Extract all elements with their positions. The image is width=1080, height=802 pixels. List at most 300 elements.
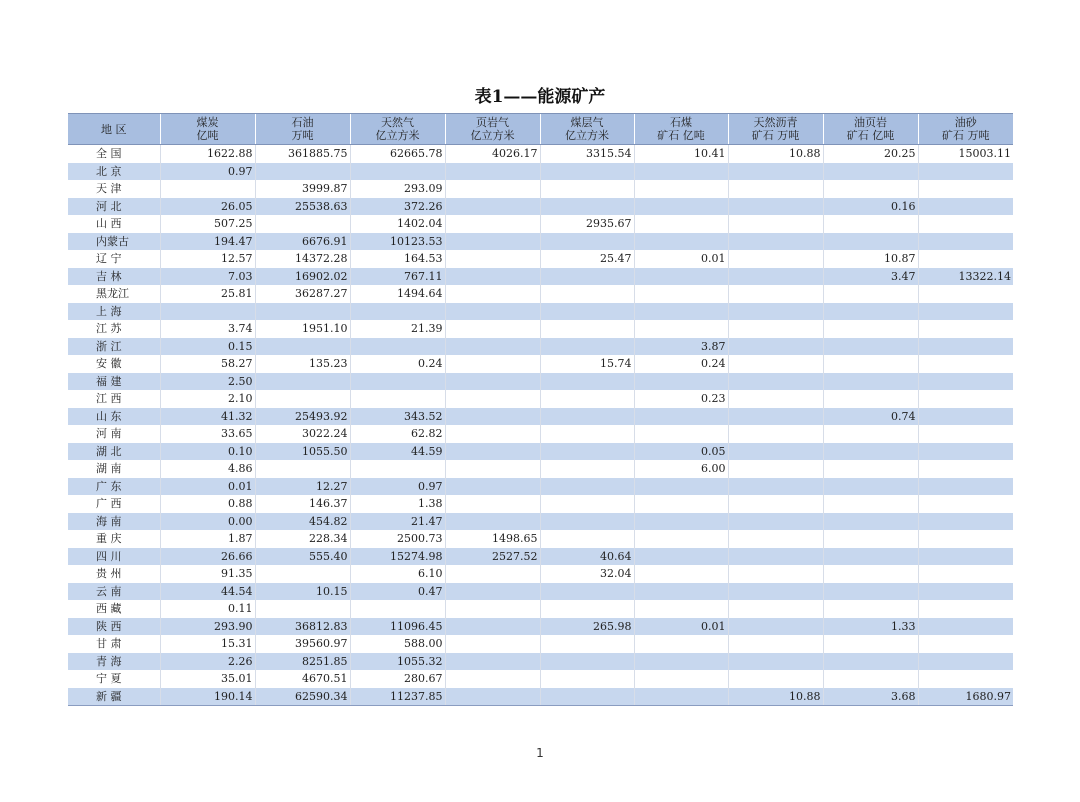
value-cell	[350, 163, 445, 181]
value-cell	[823, 565, 918, 583]
value-cell: 16902.02	[255, 268, 350, 286]
region-cell: 重 庆	[96, 532, 122, 546]
value-cell	[918, 390, 1013, 408]
table-row	[68, 565, 1013, 583]
region-cell: 海 南	[68, 513, 160, 531]
table-row	[68, 390, 1013, 408]
value-cell	[255, 390, 350, 408]
value-cell	[823, 215, 918, 233]
value-cell	[255, 373, 350, 391]
value-cell	[445, 513, 540, 531]
table-row	[68, 163, 1013, 181]
value-cell	[634, 163, 728, 181]
table-row	[68, 583, 1013, 601]
table-row	[68, 688, 1013, 706]
value-cell: 0.11	[160, 600, 255, 618]
value-cell	[540, 513, 634, 531]
value-cell	[823, 180, 918, 198]
value-cell	[728, 180, 823, 198]
value-cell: 44.59	[350, 443, 445, 461]
value-cell: 25493.92	[255, 408, 350, 426]
value-cell	[634, 408, 728, 426]
value-cell	[540, 268, 634, 286]
column-header-name: 天然气	[381, 116, 414, 129]
value-cell	[445, 180, 540, 198]
table-row	[68, 250, 1013, 268]
value-cell	[634, 373, 728, 391]
table-row	[68, 425, 1013, 443]
value-cell: 1951.10	[255, 320, 350, 338]
region-cell: 江 西	[96, 392, 122, 406]
value-cell	[445, 408, 540, 426]
value-cell	[823, 548, 918, 566]
region-cell: 甘 肃	[96, 637, 122, 651]
value-cell	[728, 635, 823, 653]
value-cell: 146.37	[255, 495, 350, 513]
column-header-name: 石油	[291, 116, 314, 129]
table-row	[68, 355, 1013, 373]
column-header	[540, 114, 634, 145]
value-cell	[350, 303, 445, 321]
region-cell: 河 北	[68, 198, 160, 216]
table-row	[68, 373, 1013, 391]
value-cell: 0.97	[350, 478, 445, 496]
value-cell	[823, 600, 918, 618]
region-cell: 福 建	[68, 373, 160, 391]
value-cell	[823, 320, 918, 338]
value-cell	[445, 390, 540, 408]
value-cell	[445, 163, 540, 181]
region-cell: 河 南	[96, 427, 122, 441]
region-cell: 山 东	[68, 408, 160, 426]
value-cell	[728, 320, 823, 338]
column-header-unit: 亿立方米	[375, 129, 420, 142]
value-cell: 1402.04	[350, 215, 445, 233]
table-row	[68, 268, 1013, 286]
table-row	[68, 215, 1013, 233]
value-cell	[445, 285, 540, 303]
page-number: 1	[536, 746, 544, 760]
value-cell	[918, 285, 1013, 303]
value-cell	[823, 163, 918, 181]
region-cell: 贵 州	[96, 567, 122, 581]
value-cell	[823, 285, 918, 303]
value-cell: 3315.54	[540, 145, 634, 163]
value-cell: 372.26	[350, 198, 445, 216]
value-cell	[255, 215, 350, 233]
value-cell: 361885.75	[255, 145, 350, 163]
region-cell: 安 徽	[96, 357, 122, 371]
value-cell	[634, 548, 728, 566]
value-cell	[540, 443, 634, 461]
column-header-unit: 万吨	[291, 129, 314, 142]
value-cell: 0.01	[160, 478, 255, 496]
value-cell	[540, 653, 634, 671]
value-cell	[634, 600, 728, 618]
value-cell: 265.98	[540, 618, 634, 636]
value-cell: 32.04	[540, 565, 634, 583]
column-header-name: 地 区	[101, 122, 127, 136]
table-row	[68, 338, 1013, 356]
value-cell: 15.31	[160, 635, 255, 653]
value-cell	[728, 285, 823, 303]
value-cell: 164.53	[350, 250, 445, 268]
column-header-unit: 亿立方米	[470, 129, 515, 142]
value-cell	[918, 355, 1013, 373]
value-cell	[823, 653, 918, 671]
value-cell	[728, 513, 823, 531]
value-cell: 35.01	[160, 670, 255, 688]
value-cell: 10.41	[634, 145, 728, 163]
value-cell	[728, 443, 823, 461]
value-cell	[918, 215, 1013, 233]
value-cell: 11237.85	[350, 688, 445, 706]
value-cell: 41.32	[160, 408, 255, 426]
value-cell	[918, 565, 1013, 583]
value-cell: 228.34	[255, 530, 350, 548]
value-cell	[540, 530, 634, 548]
table-header-row	[68, 114, 1013, 145]
value-cell	[540, 373, 634, 391]
value-cell	[918, 635, 1013, 653]
value-cell	[728, 565, 823, 583]
value-cell: 11096.45	[350, 618, 445, 636]
value-cell: 0.24	[634, 355, 728, 373]
value-cell	[823, 670, 918, 688]
value-cell: 4026.17	[445, 145, 540, 163]
value-cell: 26.66	[160, 548, 255, 566]
value-cell	[728, 425, 823, 443]
value-cell	[634, 215, 728, 233]
value-cell	[728, 268, 823, 286]
value-cell	[728, 495, 823, 513]
table-row	[68, 303, 1013, 321]
value-cell: 1055.50	[255, 443, 350, 461]
value-cell: 3.87	[634, 338, 728, 356]
table-title: 表1——能源矿产	[474, 87, 606, 107]
value-cell	[634, 583, 728, 601]
value-cell	[918, 548, 1013, 566]
value-cell	[255, 303, 350, 321]
value-cell	[445, 320, 540, 338]
value-cell: 33.65	[160, 425, 255, 443]
table-row	[68, 653, 1013, 671]
value-cell: 1.87	[160, 530, 255, 548]
value-cell: 8251.85	[255, 653, 350, 671]
value-cell	[350, 460, 445, 478]
value-cell	[445, 618, 540, 636]
value-cell: 0.24	[350, 355, 445, 373]
value-cell: 3022.24	[255, 425, 350, 443]
value-cell: 44.54	[160, 583, 255, 601]
value-cell: 91.35	[160, 565, 255, 583]
value-cell	[445, 215, 540, 233]
value-cell	[918, 408, 1013, 426]
value-cell: 454.82	[255, 513, 350, 531]
value-cell	[540, 163, 634, 181]
value-cell	[634, 565, 728, 583]
value-cell: 767.11	[350, 268, 445, 286]
value-cell	[918, 513, 1013, 531]
value-cell	[540, 495, 634, 513]
value-cell: 21.47	[350, 513, 445, 531]
region-cell: 湖 南	[96, 462, 122, 476]
value-cell	[918, 198, 1013, 216]
value-cell: 0.97	[160, 163, 255, 181]
energy-minerals-table	[68, 113, 1013, 706]
column-header-unit: 矿石 亿吨	[657, 129, 705, 142]
value-cell	[728, 250, 823, 268]
value-cell: 194.47	[160, 233, 255, 251]
region-cell: 新 疆	[68, 688, 160, 706]
table-row	[68, 635, 1013, 653]
value-cell	[918, 338, 1013, 356]
value-cell	[634, 478, 728, 496]
value-cell	[445, 303, 540, 321]
value-cell: 280.67	[350, 670, 445, 688]
value-cell	[350, 338, 445, 356]
value-cell	[540, 583, 634, 601]
column-header-unit: 矿石 万吨	[942, 129, 990, 142]
region-cell: 广 东	[68, 478, 160, 496]
value-cell	[160, 180, 255, 198]
table-row	[68, 408, 1013, 426]
value-cell	[918, 495, 1013, 513]
value-cell	[918, 180, 1013, 198]
value-cell	[255, 565, 350, 583]
value-cell: 6.10	[350, 565, 445, 583]
value-cell: 190.14	[160, 688, 255, 706]
region-cell: 黑龙江	[96, 287, 129, 301]
value-cell: 7.03	[160, 268, 255, 286]
value-cell: 10.15	[255, 583, 350, 601]
region-cell: 上 海	[68, 303, 160, 321]
value-cell: 343.52	[350, 408, 445, 426]
value-cell	[540, 425, 634, 443]
value-cell	[350, 373, 445, 391]
value-cell	[918, 425, 1013, 443]
value-cell	[445, 688, 540, 706]
value-cell: 0.16	[823, 198, 918, 216]
value-cell	[445, 268, 540, 286]
value-cell: 39560.97	[255, 635, 350, 653]
column-header-unit: 矿石 万吨	[751, 129, 800, 142]
value-cell	[823, 303, 918, 321]
value-cell: 15.74	[540, 355, 634, 373]
region-cell: 北 京	[68, 163, 160, 181]
value-cell: 0.15	[160, 338, 255, 356]
value-cell: 36287.27	[255, 285, 350, 303]
value-cell	[540, 408, 634, 426]
value-cell: 293.90	[160, 618, 255, 636]
column-header-name: 石煤	[670, 116, 692, 129]
value-cell	[540, 478, 634, 496]
value-cell	[634, 198, 728, 216]
region-cell: 湖 北	[68, 443, 160, 461]
value-cell: 12.27	[255, 478, 350, 496]
table-row	[68, 600, 1013, 618]
value-cell	[540, 338, 634, 356]
value-cell	[634, 495, 728, 513]
value-cell	[445, 565, 540, 583]
value-cell: 2.26	[160, 653, 255, 671]
value-cell	[918, 303, 1013, 321]
value-cell	[634, 285, 728, 303]
value-cell	[728, 338, 823, 356]
value-cell: 3.74	[160, 320, 255, 338]
column-header-region	[68, 114, 160, 145]
value-cell: 62590.34	[255, 688, 350, 706]
value-cell	[918, 600, 1013, 618]
region-cell: 西 藏	[96, 602, 122, 616]
value-cell: 1.33	[823, 618, 918, 636]
value-cell	[728, 548, 823, 566]
table-row	[68, 495, 1013, 513]
value-cell: 6676.91	[255, 233, 350, 251]
column-header-name: 油砂	[954, 116, 977, 129]
value-cell	[540, 320, 634, 338]
value-cell	[445, 460, 540, 478]
value-cell	[823, 530, 918, 548]
table-row	[68, 513, 1013, 531]
region-cell: 宁 夏	[96, 672, 122, 686]
value-cell	[540, 198, 634, 216]
value-cell	[918, 320, 1013, 338]
value-cell	[634, 635, 728, 653]
value-cell: 135.23	[255, 355, 350, 373]
region-cell: 吉 林	[68, 268, 160, 286]
table-row	[68, 478, 1013, 496]
value-cell	[445, 670, 540, 688]
value-cell	[728, 618, 823, 636]
table-row	[68, 443, 1013, 461]
column-header-unit: 亿吨	[196, 129, 219, 142]
region-cell: 全 国	[96, 147, 122, 161]
value-cell	[634, 670, 728, 688]
value-cell: 293.09	[350, 180, 445, 198]
value-cell	[918, 653, 1013, 671]
value-cell	[445, 425, 540, 443]
value-cell: 10.87	[823, 250, 918, 268]
value-cell	[728, 163, 823, 181]
value-cell: 1680.97	[918, 688, 1013, 706]
value-cell: 20.25	[823, 145, 918, 163]
table-row	[68, 233, 1013, 251]
value-cell	[540, 303, 634, 321]
value-cell	[823, 355, 918, 373]
value-cell: 3.68	[823, 688, 918, 706]
value-cell	[728, 600, 823, 618]
column-header	[823, 114, 918, 145]
value-cell: 1494.64	[350, 285, 445, 303]
value-cell	[634, 653, 728, 671]
value-cell	[540, 670, 634, 688]
value-cell: 0.88	[160, 495, 255, 513]
value-cell	[540, 635, 634, 653]
value-cell	[728, 583, 823, 601]
value-cell	[445, 583, 540, 601]
value-cell	[918, 478, 1013, 496]
value-cell	[728, 530, 823, 548]
value-cell: 4670.51	[255, 670, 350, 688]
value-cell	[634, 303, 728, 321]
value-cell	[445, 635, 540, 653]
value-cell: 26.05	[160, 198, 255, 216]
region-cell: 内蒙古	[68, 233, 160, 251]
value-cell	[823, 583, 918, 601]
value-cell: 1.38	[350, 495, 445, 513]
value-cell	[823, 478, 918, 496]
value-cell: 0.74	[823, 408, 918, 426]
value-cell	[823, 443, 918, 461]
region-cell: 天 津	[96, 182, 122, 196]
value-cell	[918, 530, 1013, 548]
value-cell: 62665.78	[350, 145, 445, 163]
value-cell	[350, 390, 445, 408]
table-row	[68, 198, 1013, 216]
value-cell	[255, 460, 350, 478]
table-row	[68, 548, 1013, 566]
value-cell: 2500.73	[350, 530, 445, 548]
value-cell: 10.88	[728, 688, 823, 706]
value-cell: 1055.32	[350, 653, 445, 671]
region-cell: 江 苏	[96, 322, 122, 336]
column-header	[255, 114, 350, 145]
value-cell	[728, 198, 823, 216]
value-cell	[445, 338, 540, 356]
value-cell	[728, 390, 823, 408]
value-cell	[634, 320, 728, 338]
value-cell	[823, 460, 918, 478]
value-cell	[540, 285, 634, 303]
value-cell: 588.00	[350, 635, 445, 653]
region-cell: 辽 宁	[96, 252, 122, 266]
value-cell	[634, 233, 728, 251]
table-row	[68, 320, 1013, 338]
column-header-name: 页岩气	[476, 116, 509, 129]
value-cell	[445, 600, 540, 618]
value-cell: 25538.63	[255, 198, 350, 216]
value-cell: 14372.28	[255, 250, 350, 268]
value-cell	[445, 373, 540, 391]
value-cell	[634, 180, 728, 198]
value-cell	[540, 460, 634, 478]
table-row	[68, 530, 1013, 548]
table-row	[68, 180, 1013, 198]
value-cell: 10123.53	[350, 233, 445, 251]
value-cell	[823, 425, 918, 443]
value-cell	[350, 600, 445, 618]
value-cell	[634, 688, 728, 706]
value-cell	[255, 338, 350, 356]
value-cell	[823, 635, 918, 653]
value-cell	[918, 373, 1013, 391]
value-cell	[728, 355, 823, 373]
value-cell: 12.57	[160, 250, 255, 268]
value-cell	[445, 355, 540, 373]
value-cell	[634, 513, 728, 531]
value-cell	[823, 373, 918, 391]
value-cell: 0.23	[634, 390, 728, 408]
column-header	[160, 114, 255, 145]
value-cell	[918, 163, 1013, 181]
column-header	[728, 114, 823, 145]
table-row	[68, 460, 1013, 478]
value-cell	[445, 233, 540, 251]
column-header-name: 煤炭	[196, 116, 219, 129]
table-body	[68, 145, 1013, 706]
value-cell	[918, 618, 1013, 636]
